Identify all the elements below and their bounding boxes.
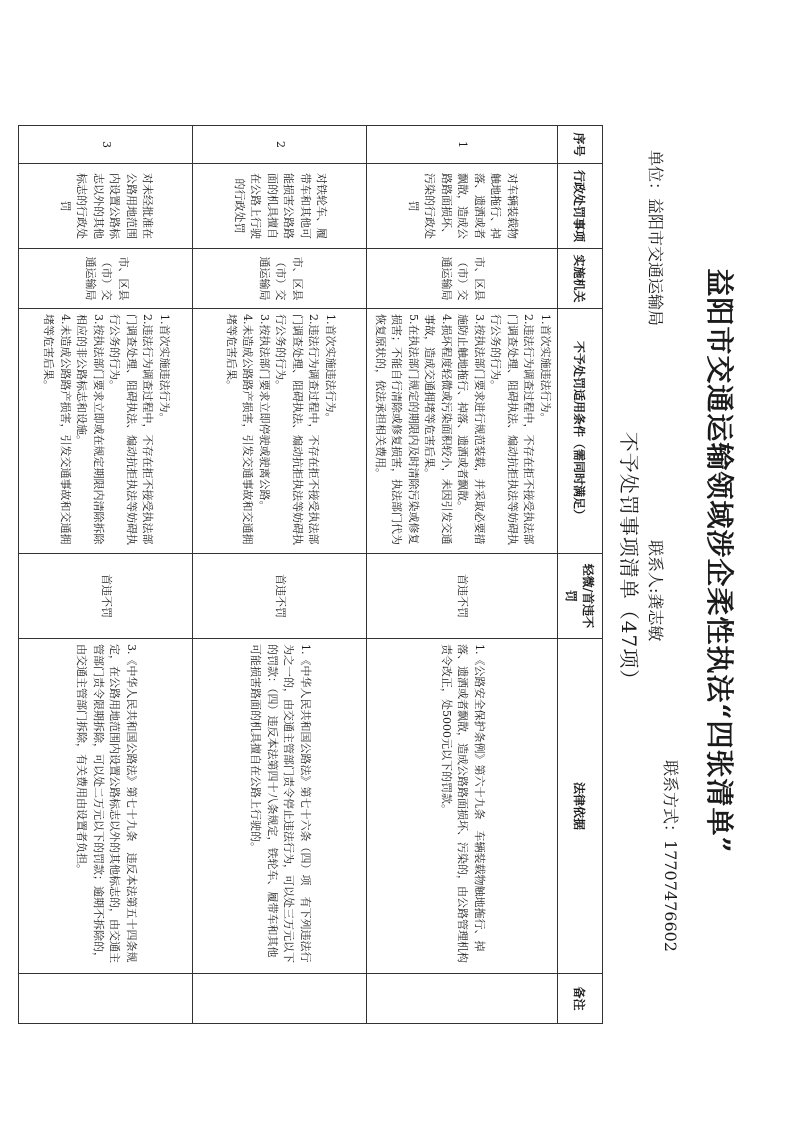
header-item: 行政处罚事项 (558, 164, 603, 249)
condition-line: 4.未造成公路路产损害，引发交通事故和交通拥堵等危害后果。 (42, 314, 72, 545)
row-type: 首违不罚 (19, 554, 193, 639)
row-item: 对未经批准在公路用地范围内设置公路标志以外的其他标志的行政处罚 (19, 164, 193, 249)
condition-line: 2.违法行为调查过程中，不存在拒不接受执法部门调查处理、阻碍执法、煽动抗拒执法等妨碍执行公务的行为。 (274, 314, 321, 545)
condition-line: 1.首次实施违法行为。 (539, 314, 552, 424)
document-title: 益阳市交通运输领域涉企柔性执法“四张清单” (703, 268, 736, 854)
header-remark: 备注 (558, 974, 603, 1024)
condition-line: 3.按执法部门要求立即停驶或驶离公路。 (257, 314, 271, 512)
unit-label: 单位：益阳市交通运输局 (646, 150, 665, 327)
contact-phone: 联系方式：17707476602 (661, 760, 680, 952)
row-conditions (367, 309, 558, 554)
row-no: 1 (367, 126, 558, 164)
condition-line: 3.按执法部门要求进行规范装载，并采取必要措施防止触地拖行、掉落、遗洒或者飘散。 (456, 314, 486, 545)
basis-line: 1.《中华人民共和国公路法》第七十六条（四）项 有下列违法行为之一的，由交通主管部门责令停止违法行为，可以处三万元以下的罚款：（四）违反本法第四十八条规定，铁轮车、履带车和其他可能损害路面的机具擅自在公路上行驶的。 (249, 644, 312, 963)
header-condition: 不予处罚适用条件（需同时满足） (558, 309, 603, 554)
condition-line: 4.未造成公路路产损害，引发交通事故和交通拥堵等危害后果。 (224, 314, 255, 545)
table-row (193, 126, 367, 1024)
row-remark (193, 974, 367, 1024)
row-basis (367, 639, 558, 974)
basis-line: 1.《公路安全保护条例》第六十九条 车辆装载物触地拖行、掉落、遗洒或者飘散，造成公路路面损坏、污染的，由公路管理机构责令改正，处5000元以下的罚款。 (440, 644, 486, 963)
condition-line: 4.损坏程度轻微或污染面积较小，未因引发交通事故，造成交通拥堵等危害后果。 (423, 314, 453, 545)
header-no: 序号 (558, 126, 603, 164)
row-type: 首违不罚 (367, 554, 558, 639)
condition-line: 2.违法行为调查过程中，不存在拒不接受执法部门调查处理、阻碍执法、煽动抗拒执法等妨碍执行公务的行为。 (489, 314, 536, 545)
penalty-table (19, 125, 604, 1024)
condition-line: 1.首次实施违法行为。 (323, 314, 337, 424)
row-no: 2 (193, 126, 367, 164)
list-title: 不予处罚事项清单（47项） (617, 431, 641, 691)
row-item: 对铁轮车、履带车和其他可能损害公路路面的机具擅自在公路上行驶的行政处罚 (193, 164, 367, 249)
table-row (19, 126, 193, 1024)
header-type: 轻微/首违不罚 (558, 554, 603, 639)
condition-line: 3.按执法部门要求立即或在规定期限内清除拆除相应的非公路标志和设施。 (75, 314, 105, 545)
row-item: 对车辆装载物触地拖行、掉落、遗洒或者飘散，造成公路路面损坏、污染的行政处罚 (367, 164, 558, 249)
row-no: 3 (19, 126, 193, 164)
row-conditions (193, 309, 367, 554)
condition-line: 1.首次实施违法行为。 (158, 314, 171, 424)
table-header-row (558, 126, 603, 1024)
basis-line: 3.《中华人民共和国公路法》第七十九条 违反本法第五十四条规定，在公路用地范围内设置公路标志以外的其他标志的，由交通主管部门责令限期拆除，可以处二万元以下的罚款；逾期不拆除的，由交通主管部门拆除，有关费用由设置者负担。 (75, 644, 138, 963)
row-basis (19, 639, 193, 974)
row-type: 首违不罚 (193, 554, 367, 639)
row-agency: 市、区县（市）交通运输局 (367, 249, 558, 309)
table-row (367, 126, 558, 1024)
header-agency: 实施机关 (558, 249, 603, 309)
row-remark (19, 974, 193, 1024)
contact-person: 联系人:龚志敏 (646, 540, 665, 642)
row-remark (367, 974, 558, 1024)
header-basis: 法律依据 (558, 639, 603, 974)
row-conditions (19, 309, 193, 554)
row-basis (193, 639, 367, 974)
condition-line: 5.在执法部门规定的期限内及时清除污染或修复损害；不能自行清除或修复损害，执法部门代为恢复原状的，依法承担相关费用。 (374, 314, 420, 545)
condition-line: 2.违法行为调查过程中，不存在拒不接受执法部门调查处理、阻碍执法、煽动抗拒执法等妨碍执行公务的行为。 (108, 314, 155, 545)
row-agency: 市、区县（市）交通运输局 (193, 249, 367, 309)
row-agency: 市、区县（市）交通运输局 (19, 249, 193, 309)
